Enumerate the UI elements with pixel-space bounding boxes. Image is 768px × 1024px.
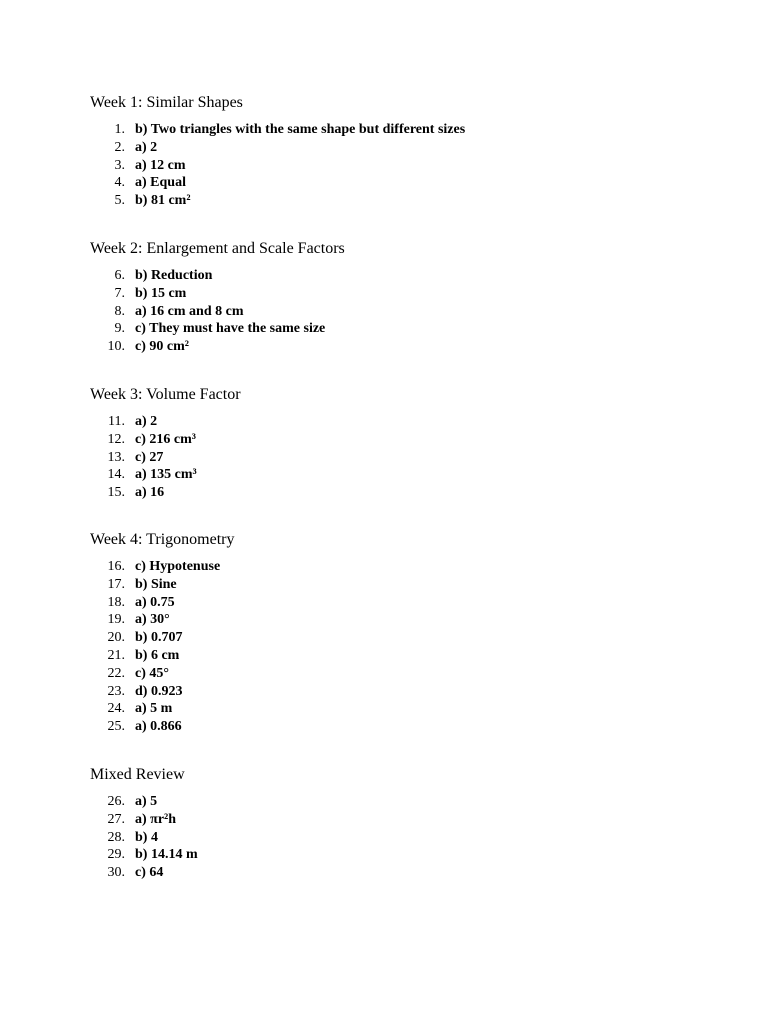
answer-text: a) 0.75 [135, 594, 175, 610]
answer-number: 27. [107, 811, 125, 827]
answer-number: 25. [107, 719, 125, 735]
answer-item [90, 846, 198, 864]
answer-text: a) 5 [135, 794, 158, 809]
section-heading: Mixed Review [90, 766, 185, 783]
answer-item [90, 139, 465, 157]
answer-item [90, 829, 198, 847]
answer-item [90, 611, 220, 629]
answer-text: b) Reduction [135, 268, 213, 283]
answer-text: b) 0.707 [135, 630, 183, 646]
answer-text: a) 12 cm [135, 157, 186, 173]
section-week-3 [90, 385, 690, 501]
section-week-4 [90, 530, 690, 735]
answer-item [90, 431, 197, 449]
answer-number: 10. [107, 339, 125, 355]
section-heading: Week 2: Enlargement and Scale Factors [90, 240, 345, 257]
answer-item [90, 121, 465, 139]
answer-text: c) 27 [135, 449, 164, 465]
answer-number: 5. [114, 193, 125, 209]
section-heading: Week 3: Volume Factor [90, 386, 241, 403]
answer-item [90, 285, 325, 303]
answer-text: c) Hypotenuse [135, 559, 221, 574]
answer-number: 19. [107, 612, 125, 628]
answer-text: b) 81 cm² [135, 193, 191, 209]
answer-item [90, 449, 197, 467]
answer-text: a) πr²h [135, 811, 177, 827]
answer-text: b) 15 cm [135, 285, 187, 301]
answer-text: a) 16 [135, 485, 165, 501]
answer-item [90, 647, 220, 665]
answer-item [90, 413, 197, 431]
answer-number: 29. [107, 847, 125, 863]
answer-item [90, 303, 325, 321]
answer-number: 18. [107, 594, 125, 610]
answer-text: a) Equal [135, 175, 186, 191]
answer-item [90, 700, 220, 718]
answer-list [90, 793, 198, 882]
answer-item [90, 665, 220, 683]
answer-item [90, 338, 325, 356]
answer-number: 6. [114, 268, 125, 283]
answer-text: d) 0.923 [135, 683, 183, 699]
answer-text: c) 45° [135, 665, 169, 681]
answer-number: 22. [107, 665, 125, 681]
answer-text: a) 2 [135, 414, 158, 429]
answer-item [90, 793, 198, 811]
answer-text: b) 6 cm [135, 647, 180, 663]
answer-number: 16. [107, 559, 125, 574]
section-week-1 [90, 93, 690, 209]
answer-item [90, 192, 465, 210]
answer-item [90, 576, 220, 594]
answer-text: c) 90 cm² [135, 339, 189, 355]
answer-text: b) Two triangles with the same shape but different sizes [135, 122, 466, 137]
answer-number: 7. [114, 285, 125, 301]
answer-list [90, 413, 197, 502]
answer-item [90, 594, 220, 612]
answer-number: 24. [107, 701, 125, 717]
answer-text: a) 2 [135, 139, 158, 155]
answer-item [90, 864, 198, 882]
answer-item [90, 174, 465, 192]
answer-text: a) 0.866 [135, 719, 182, 735]
answer-text: a) 16 cm and 8 cm [135, 303, 244, 319]
answer-number: 26. [107, 794, 125, 809]
answer-item [90, 484, 197, 502]
answer-text: c) 216 cm³ [135, 431, 196, 447]
answer-text: c) 64 [135, 865, 164, 881]
section-week-2 [90, 239, 690, 355]
answer-number: 3. [114, 157, 125, 173]
answer-number: 4. [114, 175, 125, 191]
answer-text: c) They must have the same size [135, 321, 326, 337]
section-heading: Week 1: Similar Shapes [90, 94, 243, 111]
answer-number: 21. [107, 647, 125, 663]
answer-number: 15. [107, 485, 125, 501]
answer-number: 30. [107, 865, 125, 881]
answer-item [90, 157, 465, 175]
answer-text: b) 14.14 m [135, 847, 198, 863]
answer-item [90, 718, 220, 736]
answer-item [90, 267, 325, 285]
answer-number: 23. [107, 683, 125, 699]
answer-item [90, 320, 325, 338]
answer-number: 28. [107, 829, 125, 845]
answer-number: 9. [114, 321, 125, 337]
answer-text: b) Sine [135, 576, 177, 592]
answer-number: 14. [107, 467, 125, 483]
answer-item [90, 683, 220, 701]
answer-item [90, 558, 220, 576]
answer-number: 11. [108, 414, 125, 429]
answer-number: 1. [114, 122, 125, 137]
answer-list [90, 121, 465, 210]
answer-number: 17. [107, 576, 125, 592]
answer-text: a) 135 cm³ [135, 467, 197, 483]
section-mixed-review [90, 765, 690, 881]
answer-item [90, 466, 197, 484]
answer-number: 12. [107, 431, 125, 447]
answer-item [90, 629, 220, 647]
answer-list [90, 267, 325, 356]
section-heading: Week 4: Trigonometry [90, 531, 235, 548]
answer-number: 20. [107, 630, 125, 646]
answer-text: a) 30° [135, 612, 170, 628]
answer-number: 8. [114, 303, 125, 319]
answer-text: a) 5 m [135, 701, 173, 717]
answer-number: 2. [114, 139, 125, 155]
answer-number: 13. [107, 449, 125, 465]
answer-list [90, 558, 220, 736]
answer-text: b) 4 [135, 829, 158, 845]
answer-item [90, 811, 198, 829]
